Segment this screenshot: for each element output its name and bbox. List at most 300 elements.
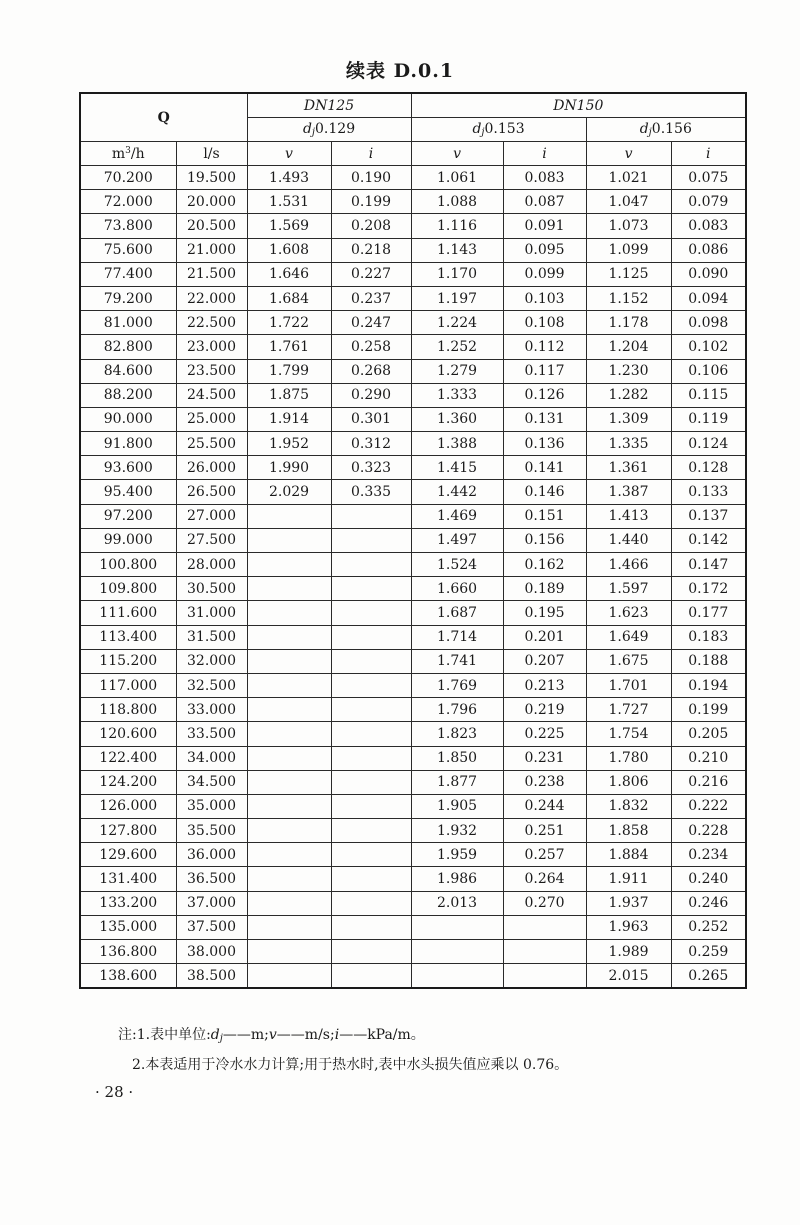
table-cell: 1.806: [586, 770, 671, 794]
table-cell: 0.216: [671, 770, 746, 794]
header-dj-0153: $d_j0.153$: [411, 118, 586, 142]
table-cell: 0.133: [671, 480, 746, 504]
table-cell: 30.500: [176, 577, 247, 601]
table-cell: 1.796: [411, 698, 503, 722]
table-row: [80, 867, 746, 891]
table-cell: 27.500: [176, 528, 247, 552]
header-unit-m3h: $m^3/h$: [80, 142, 176, 166]
table-cell: [331, 673, 411, 697]
table-cell: 20.000: [176, 190, 247, 214]
table-cell: 32.000: [176, 649, 247, 673]
table-cell: 1.116: [411, 214, 503, 238]
table-cell: [247, 601, 331, 625]
table-cell: 1.754: [586, 722, 671, 746]
table-row: [80, 504, 746, 528]
table-cell: 21.000: [176, 238, 247, 262]
table-cell: 0.312: [331, 432, 411, 456]
table-cell: 1.282: [586, 383, 671, 407]
table-cell: 1.722: [247, 311, 331, 335]
table-cell: 0.257: [503, 843, 586, 867]
table-cell: [247, 819, 331, 843]
note-1: 注:1.表中单位$:d_j——m;v——m/s;i——kPa/m$。: [118, 1027, 425, 1044]
table-cell: 1.675: [586, 649, 671, 673]
table-cell: 0.301: [331, 407, 411, 431]
table-cell: 1.361: [586, 456, 671, 480]
table-cell: 1.143: [411, 238, 503, 262]
table-cell: [331, 722, 411, 746]
table-cell: [247, 528, 331, 552]
table-cell: [331, 915, 411, 939]
table-cell: 0.119: [671, 407, 746, 431]
table-cell: 0.219: [503, 698, 586, 722]
header-unit-ls: l/s: [176, 142, 247, 166]
table-row: [80, 940, 746, 964]
table-cell: 120.600: [80, 722, 176, 746]
table-cell: 1.021: [586, 166, 671, 190]
header-dn125: DN125: [247, 93, 411, 118]
table-cell: 1.687: [411, 601, 503, 625]
table-cell: 0.124: [671, 432, 746, 456]
table-cell: 33.500: [176, 722, 247, 746]
table-cell: 25.000: [176, 407, 247, 431]
table-cell: 0.222: [671, 794, 746, 818]
table-cell: 0.208: [331, 214, 411, 238]
table-cell: [247, 891, 331, 915]
table-cell: 0.147: [671, 553, 746, 577]
table-cell: 1.959: [411, 843, 503, 867]
table-row: [80, 891, 746, 915]
table-cell: [247, 722, 331, 746]
table-cell: [247, 553, 331, 577]
table-cell: 1.875: [247, 383, 331, 407]
table-cell: 1.769: [411, 673, 503, 697]
header-i: i: [671, 142, 746, 166]
table-row: [80, 915, 746, 939]
table-cell: 35.500: [176, 819, 247, 843]
table-cell: 0.115: [671, 383, 746, 407]
table-cell: 0.210: [671, 746, 746, 770]
table-cell: 0.201: [503, 625, 586, 649]
header-i: i: [331, 142, 411, 166]
table-cell: 34.000: [176, 746, 247, 770]
table-cell: 0.128: [671, 456, 746, 480]
table-cell: 1.780: [586, 746, 671, 770]
table-cell: [247, 577, 331, 601]
table-cell: 22.000: [176, 286, 247, 310]
table-cell: [331, 504, 411, 528]
table-cell: 1.597: [586, 577, 671, 601]
table-cell: 1.937: [586, 891, 671, 915]
table-row: [80, 722, 746, 746]
table-row: [80, 335, 746, 359]
table-cell: 1.335: [586, 432, 671, 456]
table-cell: [247, 964, 331, 989]
table-cell: 0.131: [503, 407, 586, 431]
table-row: [80, 553, 746, 577]
table-cell: 24.500: [176, 383, 247, 407]
table-cell: 1.224: [411, 311, 503, 335]
note-2: 2.本表适用于冷水水力计算;用于热水时,表中水头损失值应乘以 0.76。: [132, 1057, 569, 1073]
table-cell: 1.360: [411, 407, 503, 431]
table-cell: 1.952: [247, 432, 331, 456]
table-cell: 127.800: [80, 819, 176, 843]
table-cell: 90.000: [80, 407, 176, 431]
table-cell: [411, 915, 503, 939]
table-cell: [247, 867, 331, 891]
table-cell: 84.600: [80, 359, 176, 383]
header-dn150: DN150: [411, 93, 746, 118]
table-cell: 1.279: [411, 359, 503, 383]
table-cell: 1.877: [411, 770, 503, 794]
table-cell: 0.252: [671, 915, 746, 939]
table-cell: 38.500: [176, 964, 247, 989]
table-cell: 0.270: [503, 891, 586, 915]
table-cell: 0.225: [503, 722, 586, 746]
table-cell: 0.108: [503, 311, 586, 335]
table-row: [80, 673, 746, 697]
table-cell: 1.714: [411, 625, 503, 649]
table-cell: 126.000: [80, 794, 176, 818]
table-cell: 36.500: [176, 867, 247, 891]
table-cell: [331, 698, 411, 722]
table-cell: 1.932: [411, 819, 503, 843]
table-cell: 1.989: [586, 940, 671, 964]
table-cell: 25.500: [176, 432, 247, 456]
table-cell: [331, 940, 411, 964]
table-cell: 1.088: [411, 190, 503, 214]
table-cell: 0.207: [503, 649, 586, 673]
table-cell: 0.075: [671, 166, 746, 190]
table-cell: 0.156: [503, 528, 586, 552]
page-number: · 28 ·: [95, 1083, 134, 1101]
table-cell: 0.231: [503, 746, 586, 770]
table-cell: 1.497: [411, 528, 503, 552]
table-cell: 37.000: [176, 891, 247, 915]
table-cell: 0.183: [671, 625, 746, 649]
table-row: [80, 480, 746, 504]
table-cell: [331, 770, 411, 794]
table-cell: 26.500: [176, 480, 247, 504]
table-cell: 0.177: [671, 601, 746, 625]
table-cell: [331, 528, 411, 552]
table-cell: [247, 915, 331, 939]
table-cell: 135.000: [80, 915, 176, 939]
table-row: [80, 625, 746, 649]
table-cell: 1.741: [411, 649, 503, 673]
table-cell: 0.199: [331, 190, 411, 214]
table-cell: 1.684: [247, 286, 331, 310]
table-cell: 2.015: [586, 964, 671, 989]
table-cell: [331, 794, 411, 818]
table-cell: 0.247: [331, 311, 411, 335]
table-cell: 1.701: [586, 673, 671, 697]
table-cell: [331, 553, 411, 577]
table-cell: 0.095: [503, 238, 586, 262]
table-cell: 72.000: [80, 190, 176, 214]
table-cell: 77.400: [80, 262, 176, 286]
table-cell: 1.252: [411, 335, 503, 359]
table-cell: 0.106: [671, 359, 746, 383]
table-cell: 1.387: [586, 480, 671, 504]
table-cell: [503, 915, 586, 939]
table-cell: [331, 746, 411, 770]
table-body: [80, 166, 746, 989]
table-row: [80, 601, 746, 625]
table-cell: 28.000: [176, 553, 247, 577]
table-cell: 1.963: [586, 915, 671, 939]
table-cell: 117.000: [80, 673, 176, 697]
table-cell: 73.800: [80, 214, 176, 238]
table-cell: 1.333: [411, 383, 503, 407]
table-cell: 1.823: [411, 722, 503, 746]
table-cell: 75.600: [80, 238, 176, 262]
table-cell: 1.388: [411, 432, 503, 456]
table-cell: 1.569: [247, 214, 331, 238]
table-cell: 99.000: [80, 528, 176, 552]
table-cell: 0.188: [671, 649, 746, 673]
table-cell: 0.099: [503, 262, 586, 286]
table-row: [80, 843, 746, 867]
table-cell: 0.264: [503, 867, 586, 891]
table-cell: 33.000: [176, 698, 247, 722]
table-cell: [247, 673, 331, 697]
table-cell: 1.493: [247, 166, 331, 190]
table-cell: 0.136: [503, 432, 586, 456]
table-cell: 1.608: [247, 238, 331, 262]
table-cell: 0.237: [331, 286, 411, 310]
table-cell: 79.200: [80, 286, 176, 310]
table-cell: 1.649: [586, 625, 671, 649]
table-cell: [247, 843, 331, 867]
table-cell: 2.029: [247, 480, 331, 504]
table-row: [80, 432, 746, 456]
table-row: [80, 794, 746, 818]
table-cell: 0.199: [671, 698, 746, 722]
table-cell: [331, 867, 411, 891]
table-cell: 0.234: [671, 843, 746, 867]
table-cell: 1.466: [586, 553, 671, 577]
header-i: i: [503, 142, 586, 166]
table-cell: 118.800: [80, 698, 176, 722]
table-cell: 95.400: [80, 480, 176, 504]
table-cell: 0.189: [503, 577, 586, 601]
table-cell: 1.413: [586, 504, 671, 528]
table-cell: 37.500: [176, 915, 247, 939]
table-cell: 0.265: [671, 964, 746, 989]
table-cell: [247, 649, 331, 673]
table-cell: 138.600: [80, 964, 176, 989]
table-row: [80, 262, 746, 286]
table-cell: 0.238: [503, 770, 586, 794]
table-cell: 1.415: [411, 456, 503, 480]
table-cell: 31.000: [176, 601, 247, 625]
table-cell: 0.258: [331, 335, 411, 359]
table-cell: 0.218: [331, 238, 411, 262]
table-cell: 32.500: [176, 673, 247, 697]
table-cell: 1.858: [586, 819, 671, 843]
table-row: [80, 238, 746, 262]
table-row: [80, 359, 746, 383]
table-cell: 0.251: [503, 819, 586, 843]
table-cell: [331, 601, 411, 625]
table-cell: 0.213: [503, 673, 586, 697]
table-cell: 0.083: [503, 166, 586, 190]
table-cell: 0.102: [671, 335, 746, 359]
table-cell: 0.172: [671, 577, 746, 601]
table-cell: 1.170: [411, 262, 503, 286]
table-row: [80, 577, 746, 601]
table-cell: 0.259: [671, 940, 746, 964]
table-cell: 1.911: [586, 867, 671, 891]
table-cell: 97.200: [80, 504, 176, 528]
table-cell: 0.079: [671, 190, 746, 214]
table-row: [80, 166, 746, 190]
table-cell: 0.205: [671, 722, 746, 746]
table-cell: [247, 794, 331, 818]
table-cell: 1.197: [411, 286, 503, 310]
table-cell: 1.152: [586, 286, 671, 310]
table-cell: 0.117: [503, 359, 586, 383]
table-cell: [503, 940, 586, 964]
table-cell: 1.440: [586, 528, 671, 552]
table-cell: 0.094: [671, 286, 746, 310]
table-cell: 0.151: [503, 504, 586, 528]
table-cell: 1.442: [411, 480, 503, 504]
table-cell: 88.200: [80, 383, 176, 407]
table-cell: 1.469: [411, 504, 503, 528]
table-cell: [247, 625, 331, 649]
table-cell: [331, 843, 411, 867]
table-cell: 0.195: [503, 601, 586, 625]
header-v: v: [586, 142, 671, 166]
table-cell: 1.178: [586, 311, 671, 335]
table-cell: 0.086: [671, 238, 746, 262]
hydraulic-table: [79, 92, 747, 989]
table-cell: 21.500: [176, 262, 247, 286]
table-cell: [411, 964, 503, 989]
table-cell: 23.500: [176, 359, 247, 383]
table-row: [80, 698, 746, 722]
table-cell: 38.000: [176, 940, 247, 964]
table-cell: 31.500: [176, 625, 247, 649]
table-cell: 0.244: [503, 794, 586, 818]
table-cell: 70.200: [80, 166, 176, 190]
header-dj-0129: $d_j0.129$: [247, 118, 411, 142]
table-cell: 26.000: [176, 456, 247, 480]
table-cell: 1.623: [586, 601, 671, 625]
table-cell: 0.146: [503, 480, 586, 504]
table-cell: 1.073: [586, 214, 671, 238]
table-cell: 0.323: [331, 456, 411, 480]
table-cell: 0.227: [331, 262, 411, 286]
table-cell: 0.246: [671, 891, 746, 915]
table-row: [80, 456, 746, 480]
table-row: [80, 964, 746, 989]
table-row: [80, 746, 746, 770]
table-cell: 124.200: [80, 770, 176, 794]
table-cell: [247, 770, 331, 794]
table-cell: 0.335: [331, 480, 411, 504]
table-cell: 133.200: [80, 891, 176, 915]
table-cell: 0.240: [671, 867, 746, 891]
table-row: [80, 383, 746, 407]
table-cell: 122.400: [80, 746, 176, 770]
table-cell: 1.660: [411, 577, 503, 601]
table-cell: 1.204: [586, 335, 671, 359]
table-cell: 111.600: [80, 601, 176, 625]
table-cell: [331, 964, 411, 989]
table-row: [80, 407, 746, 431]
table-cell: 0.190: [331, 166, 411, 190]
table-cell: 1.990: [247, 456, 331, 480]
table-cell: 19.500: [176, 166, 247, 190]
table-cell: 0.141: [503, 456, 586, 480]
table-cell: 1.986: [411, 867, 503, 891]
table-cell: [331, 891, 411, 915]
table-cell: 0.162: [503, 553, 586, 577]
table-cell: 131.400: [80, 867, 176, 891]
table-cell: 1.799: [247, 359, 331, 383]
table-cell: 100.800: [80, 553, 176, 577]
header-dj-0156: $d_j0.156$: [586, 118, 746, 142]
table-cell: 22.500: [176, 311, 247, 335]
table-row: [80, 770, 746, 794]
table-cell: 91.800: [80, 432, 176, 456]
table-cell: 1.125: [586, 262, 671, 286]
table-cell: [331, 819, 411, 843]
table-cell: 0.290: [331, 383, 411, 407]
table-cell: 82.800: [80, 335, 176, 359]
table-cell: 27.000: [176, 504, 247, 528]
header-v: v: [411, 142, 503, 166]
table-row: [80, 819, 746, 843]
table-cell: 1.309: [586, 407, 671, 431]
table-cell: 81.000: [80, 311, 176, 335]
table-row: [80, 190, 746, 214]
table-cell: 1.727: [586, 698, 671, 722]
table-cell: 2.013: [411, 891, 503, 915]
table-cell: [331, 649, 411, 673]
table-cell: 129.600: [80, 843, 176, 867]
table-title: 续表 D.0.1: [345, 60, 455, 82]
table-cell: 0.103: [503, 286, 586, 310]
table-cell: 1.047: [586, 190, 671, 214]
table-cell: 1.524: [411, 553, 503, 577]
header-v: v: [247, 142, 331, 166]
table-cell: [331, 625, 411, 649]
table-cell: 0.090: [671, 262, 746, 286]
table-cell: 1.914: [247, 407, 331, 431]
table-cell: 1.850: [411, 746, 503, 770]
table-cell: 0.268: [331, 359, 411, 383]
table-cell: 113.400: [80, 625, 176, 649]
table-cell: 1.646: [247, 262, 331, 286]
table-cell: 20.500: [176, 214, 247, 238]
table-cell: 36.000: [176, 843, 247, 867]
table-cell: 35.000: [176, 794, 247, 818]
table-cell: 0.098: [671, 311, 746, 335]
table-cell: 0.083: [671, 214, 746, 238]
table-row: [80, 286, 746, 310]
table-cell: 1.531: [247, 190, 331, 214]
table-row: [80, 214, 746, 238]
table-cell: 136.800: [80, 940, 176, 964]
table-cell: 0.137: [671, 504, 746, 528]
table-cell: [331, 577, 411, 601]
table-row: [80, 311, 746, 335]
header-q: Q: [80, 93, 247, 142]
table-notes: [118, 1022, 568, 1079]
